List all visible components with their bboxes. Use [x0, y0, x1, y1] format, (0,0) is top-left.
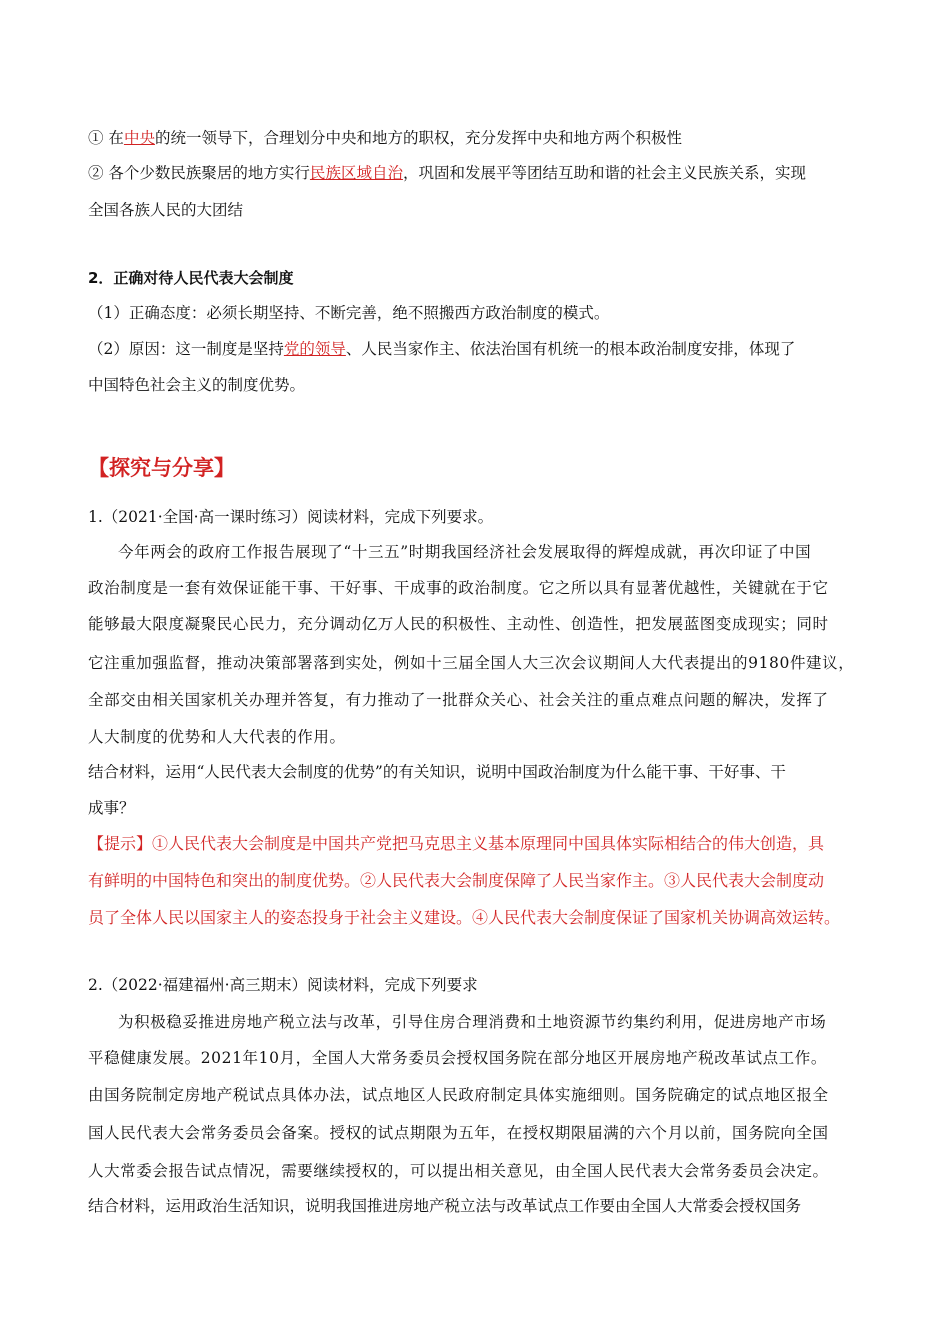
point-item-1 [88, 128, 682, 148]
point-item-1-prefix: ① 在 [88, 129, 124, 147]
q1-material-line: 政治制度是一套有效保证能干事、干好事、干成事的政治制度。它之所以具有显著优越性，关键就在于它 [88, 579, 829, 597]
point-item-2-prefix: ② 各个少数民族聚居的地方实行 [88, 164, 310, 182]
q1-material-line: 今年两会的政府工作报告展现了“十三五”时期我国经济社会发展取得的辉煌成就，再次印证了中国 [118, 543, 812, 561]
section-2-p2 [88, 339, 795, 359]
point-item-2-suffix: ，巩固和发展平等团结互助和谐的社会主义民族关系，实现 [402, 164, 806, 182]
point-item-2 [88, 163, 806, 183]
q1-hint-line: 【提示】①人民代表大会制度是中国共产党把马克思主义基本原理同中国具体实际相结合的伟大创造，具 [88, 834, 825, 853]
q1-stem: 1.（2021·全国·高一课时练习）阅读材料，完成下列要求。 [88, 508, 494, 526]
q2-material-line: 平稳健康发展。2021年10月，全国人大常务委员会授权国务院在部分地区开展房地产税改革试点工作。 [88, 1049, 827, 1067]
q1-material-line: 全部交由相关国家机关办理并答复，有力推动了一批群众关心、社会关注的重点难点问题的解决，发挥了 [88, 691, 829, 709]
keyword-ethnic-autonomy[interactable]: 民族区域自治 [309, 164, 403, 182]
section-2-p2-prefix: （2）原因：这一制度是坚持 [88, 340, 284, 358]
q2-material-line: 由国务院制定房地产税试点具体办法，试点地区人民政府制定具体实施细则。国务院确定的试点地区报全 [88, 1086, 829, 1104]
section-2-p2-line2: 中国特色社会主义的制度优势。 [88, 376, 306, 394]
point-item-1-suffix: 的统一领导下，合理划分中央和地方的职权，充分发挥中央和地方两个积极性 [154, 129, 682, 147]
q1-hint-line: 员了全体人民以国家主人的姿态投身于社会主义建设。④人民代表大会制度保证了国家机关协调高效运转。 [88, 908, 841, 927]
keyword-party-leadership[interactable]: 党的领导 [283, 340, 346, 358]
section-2-p2-suffix: 、人民当家作主、依法治国有机统一的根本政治制度安排，体现了 [345, 340, 796, 358]
q2-question-line1: 结合材料，运用政治生活知识，说明我国推进房地产税立法与改革试点工作要由全国人大常委会授权国务 [88, 1197, 802, 1215]
q2-stem: 2.（2022·福建福州·高三期末）阅读材料，完成下列要求 [88, 976, 478, 994]
keyword-central[interactable]: 中央 [123, 129, 155, 147]
q2-material-line: 国人民代表大会常务委员会备案。授权的试点期限为五年，在授权期限届满的六个月以前，国务院向全国 [88, 1124, 829, 1142]
section-2-p1: （1）正确态度：必须长期坚持、不断完善，绝不照搬西方政治制度的模式。 [88, 304, 610, 322]
q2-material-line: 人大常委会报告试点情况，需要继续授权的，可以提出相关意见，由全国人民代表大会常务委员会决定。 [88, 1162, 829, 1180]
section-2-heading: 2．正确对待人民代表大会制度 [88, 269, 294, 287]
explore-section-title: 【探究与分享】 [88, 456, 235, 480]
point-item-2-line2: 全国各族人民的大团结 [88, 201, 244, 219]
q1-hint-line: 有鲜明的中国特色和突出的制度优势。②人民代表大会制度保障了人民当家作主。③人民代表大会制度动 [88, 871, 825, 890]
q1-material-line: 它注重加强监督，推动决策部署落到实处，例如十三届全国人大三次会议期间人大代表提出的9180件建议， [88, 654, 855, 672]
q1-question-line1: 结合材料，运用“人民代表大会制度的优势”的有关知识，说明中国政治制度为什么能干事、干好事、干 [88, 763, 786, 781]
q2-material-line: 为积极稳妥推进房地产税立法与改革，引导住房合理消费和土地资源节约集约利用，促进房地产市场 [118, 1013, 827, 1031]
q1-material-line: 能够最大限度凝聚民心民力，充分调动亿万人民的积极性、主动性、创造性，把发展蓝图变成现实；同时 [88, 615, 829, 633]
q1-material-line: 人大制度的优势和人大代表的作用。 [88, 728, 346, 746]
q1-question-line2: 成事？ [88, 799, 135, 817]
